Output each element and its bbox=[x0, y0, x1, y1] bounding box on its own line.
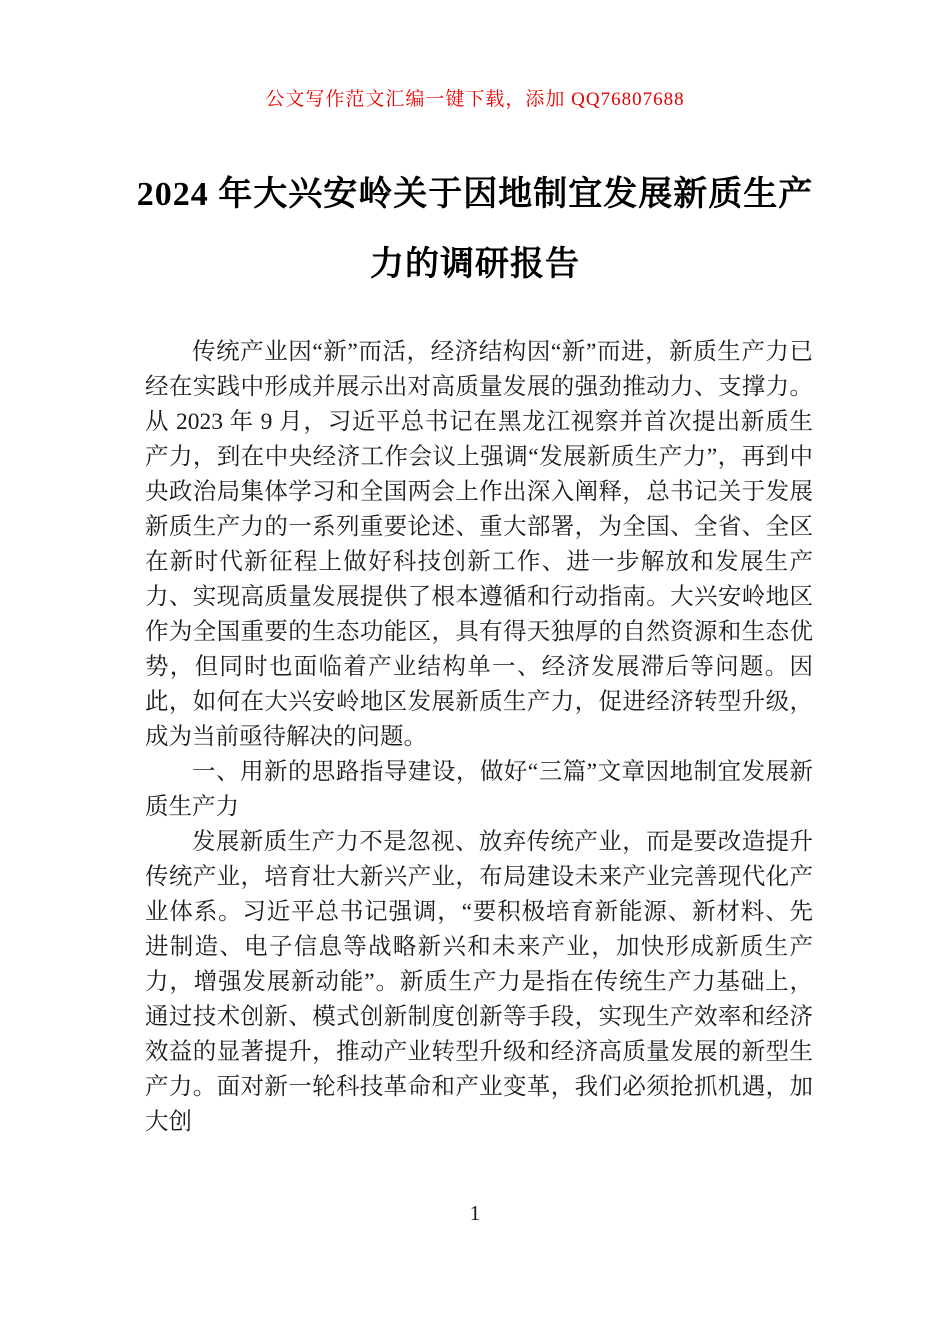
document-title: 2024 年大兴安岭关于因地制宜发展新质生产力的调研报告 bbox=[136, 176, 814, 283]
document-body bbox=[145, 335, 813, 1140]
page-number: 1 bbox=[469, 1201, 481, 1225]
paragraph-section-1-body: 发展新质生产力不是忽视、放弃传统产业，而是要改造提升传统产业，培育壮大新兴产业，布局建设未来产业完善现代化产业体系。习近平总书记强调，“要积极培育新能源、新材料、先进制造、电子信息等战略新兴和未来产业，加快形成新质生产力，增强发展新动能”。新质生产力是指在传统生产力基础上，通过技术创新、模式创新制度创新等手段，实现生产效率和经济效益的显著提升，推动产业转型升级和经济高质量发展的新型生产力。面对新一轮科技革命和产业变革，我们必须抢抓机遇，加大创 bbox=[145, 829, 813, 1135]
paragraph-intro: 传统产业因“新”而活，经济结构因“新”而进，新质生产力已经在实践中形成并展示出对高质量发展的强劲推动力、支撑力。从 2023 年 9 月，习近平总书记在黑龙江视察并首次提出新质生产力，到在中央经济工作会议上强调“发展新质生产力”，再到中央政治局集体学习和全国两会上作出深入阐释，总书记关于发展新质生产力的一系列重要论述、重大部署，为全国、全省、全区在新时代新征程上做好科技创新工作、进一步解放和发展生产力、实现高质量发展提供了根本遵循和行动指南。大兴安岭地区作为全国重要的生态功能区，具有得天独厚的自然资源和生态优势，但同时也面临着产业结构单一、经济发展滞后等问题。因此，如何在大兴安岭地区发展新质生产力，促进经济转型升级，成为当前亟待解决的问题。 bbox=[145, 339, 813, 750]
promo-header-notice: 公文写作范文汇编一键下载，添加 QQ76807688 bbox=[265, 89, 685, 110]
section-heading-1: 一、用新的思路指导建设，做好“三篇”文章因地制宜发展新质生产力 bbox=[145, 759, 813, 820]
